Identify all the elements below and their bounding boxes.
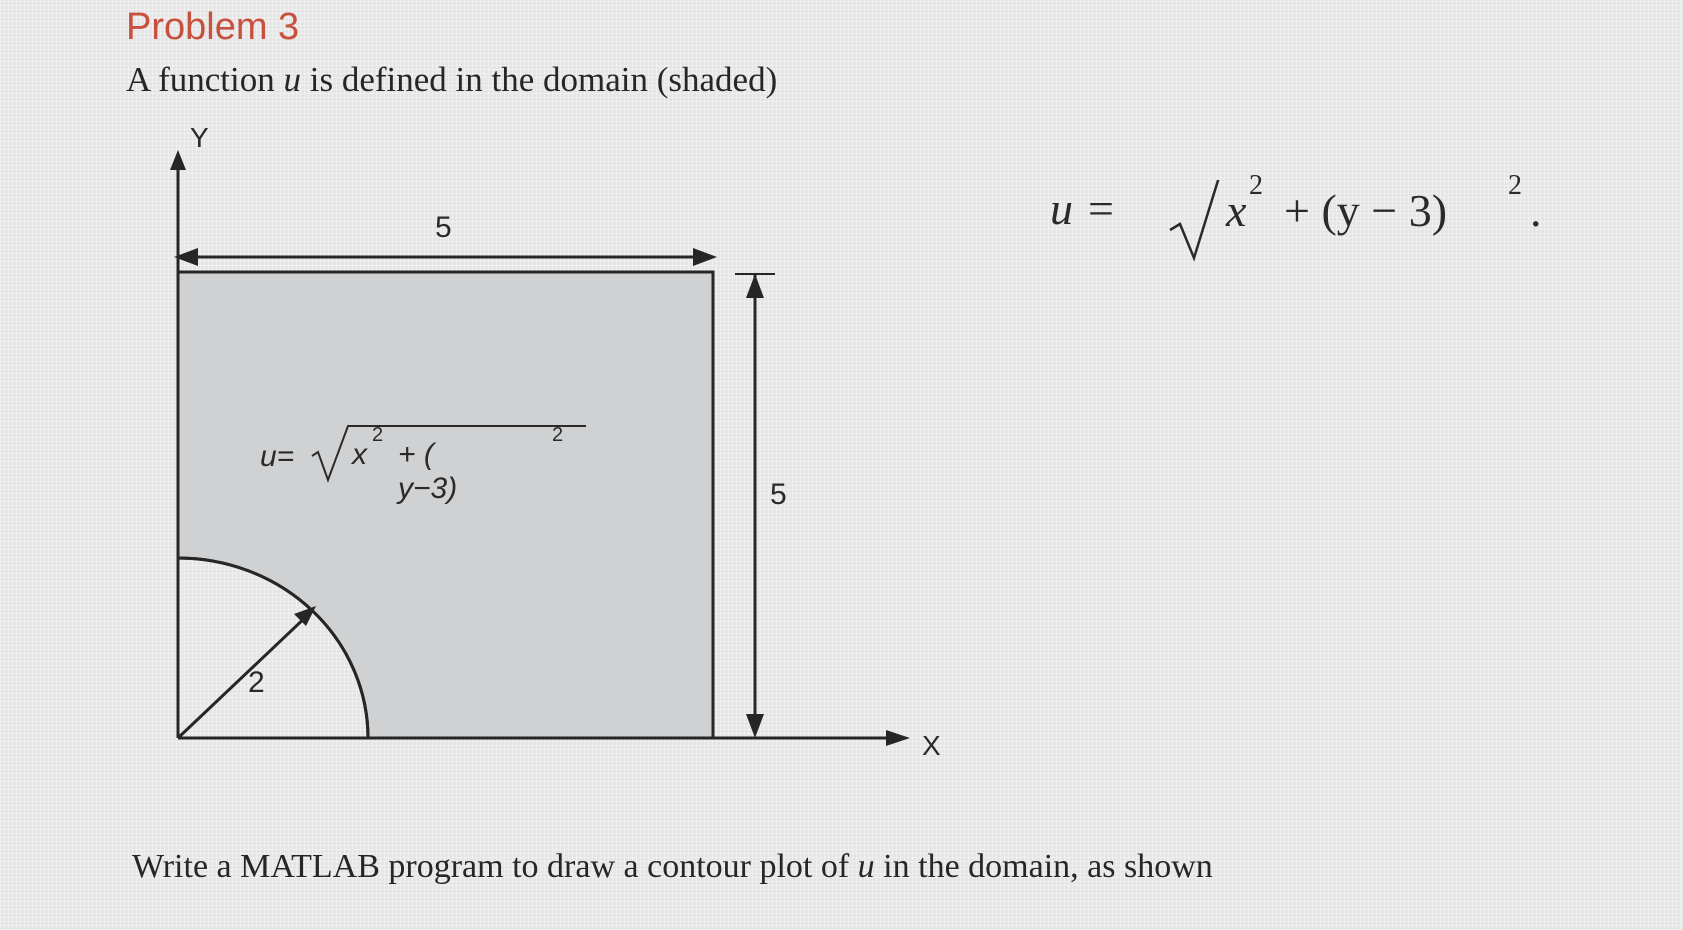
x-axis-label: X	[922, 730, 941, 761]
problem-heading: Problem 3	[126, 6, 300, 48]
statement-text-start: A function	[126, 60, 284, 99]
function-formula	[1050, 170, 1570, 280]
y-axis-arrow-icon	[170, 150, 186, 170]
variable-u: u	[283, 60, 301, 99]
width-label: 5	[435, 211, 452, 244]
formula-lhs: u	[1050, 183, 1073, 234]
task-variable-u: u	[857, 848, 875, 885]
radius-label: 2	[248, 666, 265, 699]
x-axis-arrow-icon	[886, 730, 910, 746]
formula-equals: =	[1088, 183, 1114, 234]
formula-y-exponent: 2	[1508, 170, 1522, 201]
height-arrow-top-icon	[746, 274, 764, 298]
height-arrow-bottom-icon	[746, 714, 764, 738]
statement-text-end: is defined in the domain (shaded)	[300, 60, 778, 99]
height-label: 5	[770, 478, 787, 511]
problem-statement	[126, 60, 777, 100]
radius-line	[178, 613, 310, 738]
task-text-end: in the domain, as shown	[874, 848, 1213, 885]
y-axis-label: Y	[190, 122, 209, 153]
formula-x: x	[1226, 185, 1247, 236]
inner-formula-lhs: u=	[260, 440, 295, 473]
inner-formula-y-exponent: 2	[552, 424, 564, 446]
width-arrow-right-icon	[693, 248, 717, 266]
inner-formula-y-term: + ( y−3)	[398, 438, 458, 505]
formula-x-exponent: 2	[1249, 170, 1263, 201]
task-text-start: Write a MATLAB program to draw a contour plot of	[132, 848, 858, 885]
task-statement	[132, 848, 1213, 886]
inner-formula-x-exponent: 2	[372, 424, 384, 446]
formula-period: .	[1530, 185, 1542, 236]
inner-formula-x: x	[352, 438, 367, 471]
formula-y-term: + (y − 3)	[1284, 185, 1448, 236]
